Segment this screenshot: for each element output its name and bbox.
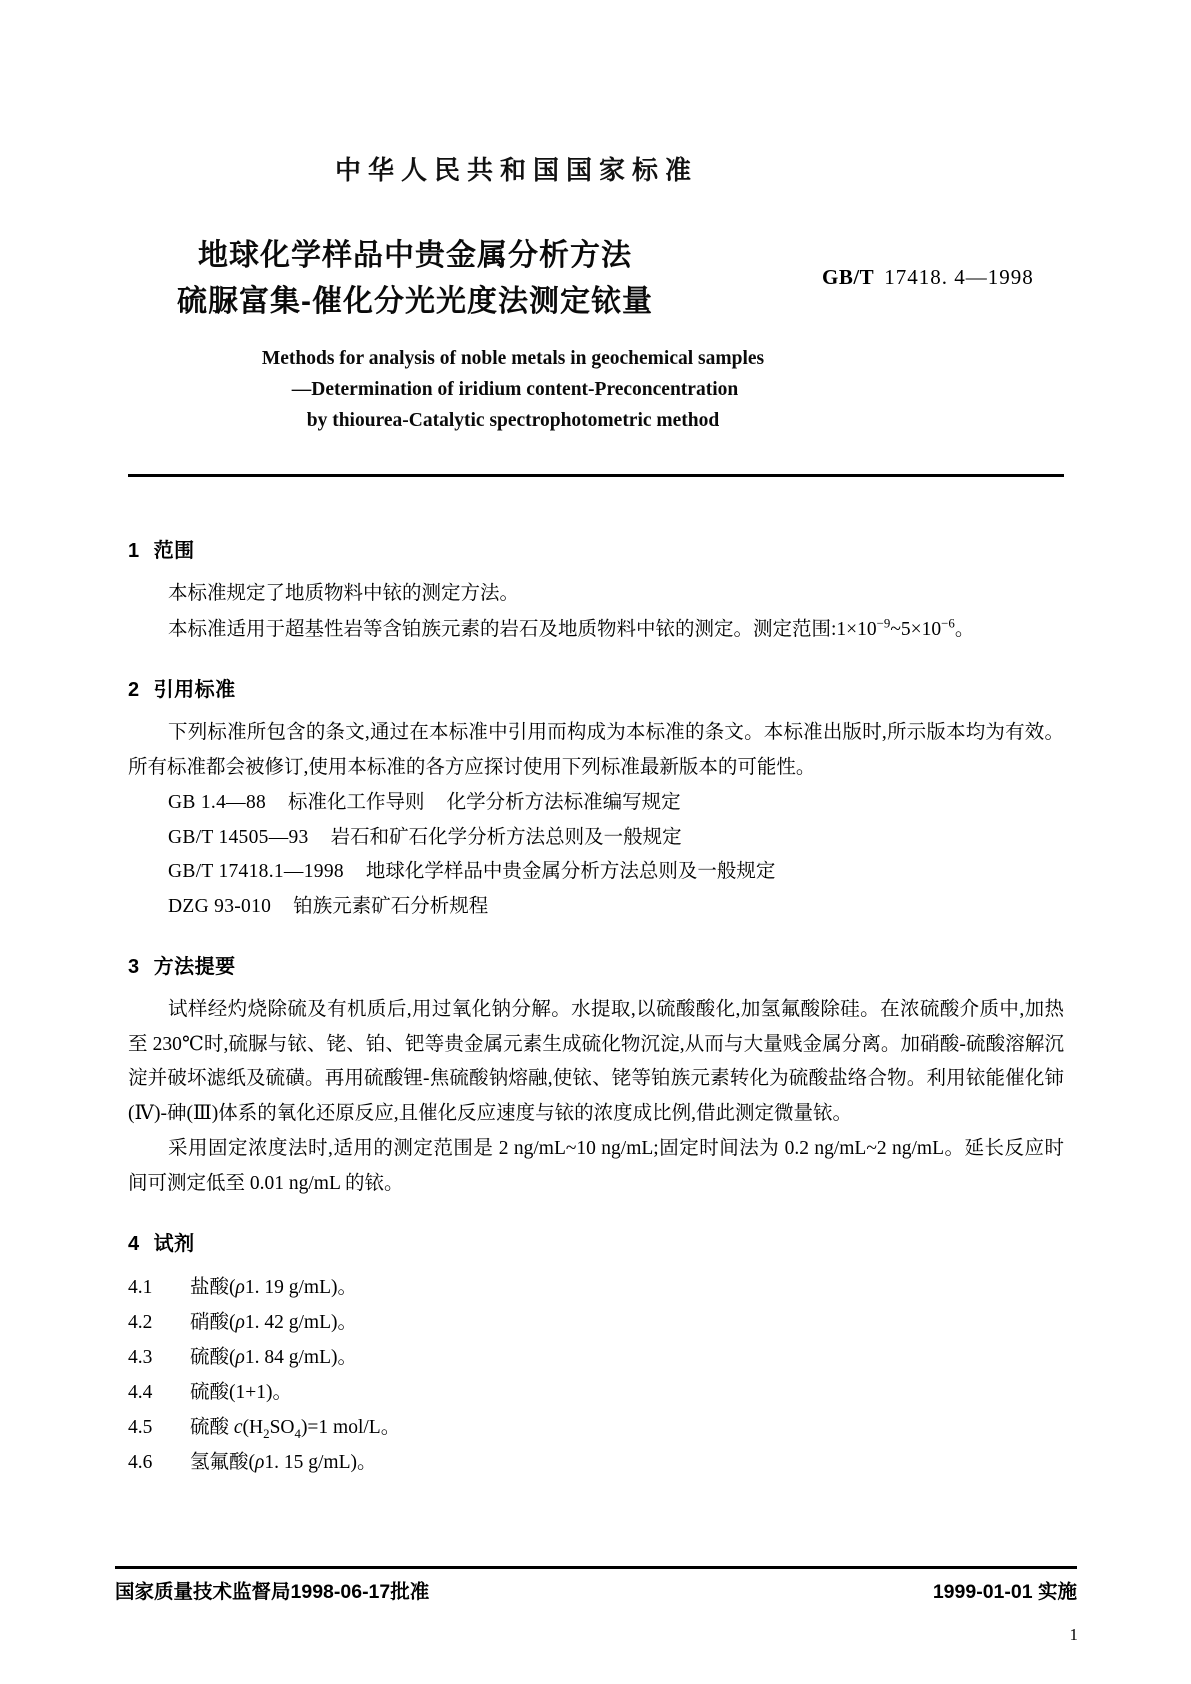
scope-para2-a: 本标准适用于超基性岩等含铂族元素的岩石及地质物料中铱的测定。测定范围:1×10 <box>168 618 877 640</box>
reagent-item <box>128 1375 1064 1410</box>
reagent-item <box>128 1270 1064 1305</box>
reagent-symbol: ρ <box>235 1312 245 1333</box>
reference-item <box>128 855 1064 890</box>
reagent-number: 4.2 <box>128 1312 153 1333</box>
reference-code: GB/T 14505—93 <box>168 826 309 848</box>
reference-item <box>128 821 1064 856</box>
reference-title: 地球化学样品中贵金属分析方法总则及一般规定 <box>365 861 776 882</box>
reagent-item <box>128 1410 1064 1445</box>
reagent-number: 4.4 <box>128 1382 153 1403</box>
reagent-item <box>128 1340 1064 1375</box>
section-title-1: 范围 <box>153 540 195 562</box>
reagent-value: 1. 19 g/mL)。 <box>244 1277 357 1298</box>
section-number-4: 4 <box>128 1233 140 1255</box>
references-paragraph: 下列标准所包含的条文,通过在本标准中引用而构成为本标准的条文。本标准出版时,所示版本均为有效。所有标准都会被修订,使用本标准的各方应探讨使用下列标准最新版本的可能性。 <box>128 722 1064 778</box>
section-title-4: 试剂 <box>153 1233 195 1255</box>
reagent-item <box>128 1445 1064 1480</box>
header-divider <box>128 474 1064 477</box>
reagent-value: 1. 84 g/mL)。 <box>244 1347 357 1368</box>
reference-title: 铂族元素矿石分析规程 <box>293 895 489 917</box>
section-number-1: 1 <box>128 540 140 562</box>
reagent-name: 硝酸( <box>190 1312 236 1333</box>
scope-para2-exp1: −9 <box>876 616 891 630</box>
reference-code: GB 1.4—88 <box>168 792 267 813</box>
section-number-2: 2 <box>128 679 140 701</box>
reagent-name: 硫酸( <box>190 1347 236 1368</box>
scope-para2-d: 。 <box>954 618 975 640</box>
reference-item <box>128 890 1064 925</box>
reagent-formula: $(H_2SO_4)=1$ mol/L。 <box>242 1417 401 1441</box>
reagent-number: 4.6 <box>128 1452 153 1473</box>
english-title <box>0 343 1191 436</box>
reagent-item <box>128 1305 1064 1340</box>
scope-paragraph-2 <box>128 613 1064 648</box>
section-title-2: 引用标准 <box>153 679 236 701</box>
english-title-line3: by thiourea-Catalytic spectrophotometric method <box>306 410 720 431</box>
approval-text: 国家质量技术监督局1998-06-17批准 <box>115 1581 430 1603</box>
reference-title: 岩石和矿石化学分析方法总则及一般规定 <box>330 826 682 848</box>
reagent-number: 4.1 <box>128 1277 153 1298</box>
scope-para2-exp2: −6 <box>941 616 955 630</box>
section-heading-reagents <box>128 1227 1064 1256</box>
reagent-symbol: c <box>233 1417 243 1438</box>
method-paragraph-2: 采用固定浓度法时,适用的测定范围是 2 ng/mL~10 ng/mL;固定时间法为 0.2 ng/mL~2 ng/mL。延长反应时间可测定低至 0.01 ng/mL 的铱。 <box>128 1138 1064 1194</box>
reagent-symbol: ρ <box>235 1347 245 1368</box>
standard-number-value: 17418. 4—1998 <box>884 265 1034 289</box>
reagent-symbol: ρ <box>255 1452 265 1473</box>
chinese-title <box>0 233 830 325</box>
english-title-line2: —Determination of iridium content-Preconcentration <box>291 379 739 400</box>
reagent-symbol: ρ <box>235 1277 245 1298</box>
reference-code: DZG 93-010 <box>168 895 272 917</box>
reagent-name: 盐酸( <box>190 1277 236 1298</box>
section-heading-references <box>128 673 1064 702</box>
effective-date-text: 1999-01-01 实施 <box>932 1581 1077 1603</box>
reagent-name: 硫酸(1+1)。 <box>190 1382 292 1403</box>
chinese-title-line2: 硫脲富集-催化分光光度法测定铱量 <box>177 285 653 318</box>
english-title-line1: Methods for analysis of noble metals in geochemical samples <box>261 348 765 369</box>
reference-item <box>128 786 1064 821</box>
standard-number-prefix: GB/T <box>822 265 875 289</box>
page-number: 1 <box>1069 1625 1078 1644</box>
method-paragraph-1: 试样经灼烧除硫及有机质后,用过氧化钠分解。水提取,以硫酸酸化,加氢氟酸除硅。在浓硫酸介质中,加热至 230℃时,硫脲与铱、铑、铂、钯等贵金属元素生成硫化物沉淀,从而与大量贱金属分离。加硝酸-硫酸溶解沉淀并破坏滤纸及硫磺。再用硫酸锂-焦硫酸钠熔融,使铱、铑等铂族元素转化为硫酸盐络合物。利用铱能催化铈(Ⅳ)-砷(Ⅲ)体系的氧化还原反应,且催化反应速度与铱的浓度成比例,借此测定微量铱。 <box>128 999 1064 1124</box>
section-heading-scope <box>128 534 1064 563</box>
reagent-value: 1. 42 g/mL)。 <box>244 1312 357 1333</box>
section-number-3: 3 <box>128 956 140 978</box>
title-row <box>0 233 1191 325</box>
reagent-number: 4.3 <box>128 1347 153 1368</box>
document-body <box>128 508 1064 1480</box>
issuer-line: 中华人民共和国国家标准 <box>334 155 698 185</box>
reagent-name: 硫酸 <box>190 1417 234 1438</box>
reagent-number: 4.5 <box>128 1417 153 1438</box>
reagent-name: 氢氟酸( <box>190 1452 255 1473</box>
scope-paragraph-1: 本标准规定了地质物料中铱的测定方法。 <box>168 583 520 604</box>
reference-code: GB/T 17418.1—1998 <box>168 861 344 882</box>
scope-para2-b: ~5× <box>890 618 922 640</box>
section-title-3: 方法提要 <box>153 956 236 978</box>
section-heading-method <box>128 950 1064 979</box>
chinese-title-line1: 地球化学样品中贵金属分析方法 <box>198 239 632 272</box>
scope-para2-c: 10 <box>921 618 942 640</box>
reference-title-extra: 化学分析方法标准编写规定 <box>446 792 681 813</box>
reagent-value: 1. 15 g/mL)。 <box>264 1452 377 1473</box>
footer-divider <box>115 1566 1077 1569</box>
document-header <box>0 150 1191 436</box>
standard-number <box>822 265 1034 290</box>
reference-title: 标准化工作导则 <box>288 792 425 813</box>
